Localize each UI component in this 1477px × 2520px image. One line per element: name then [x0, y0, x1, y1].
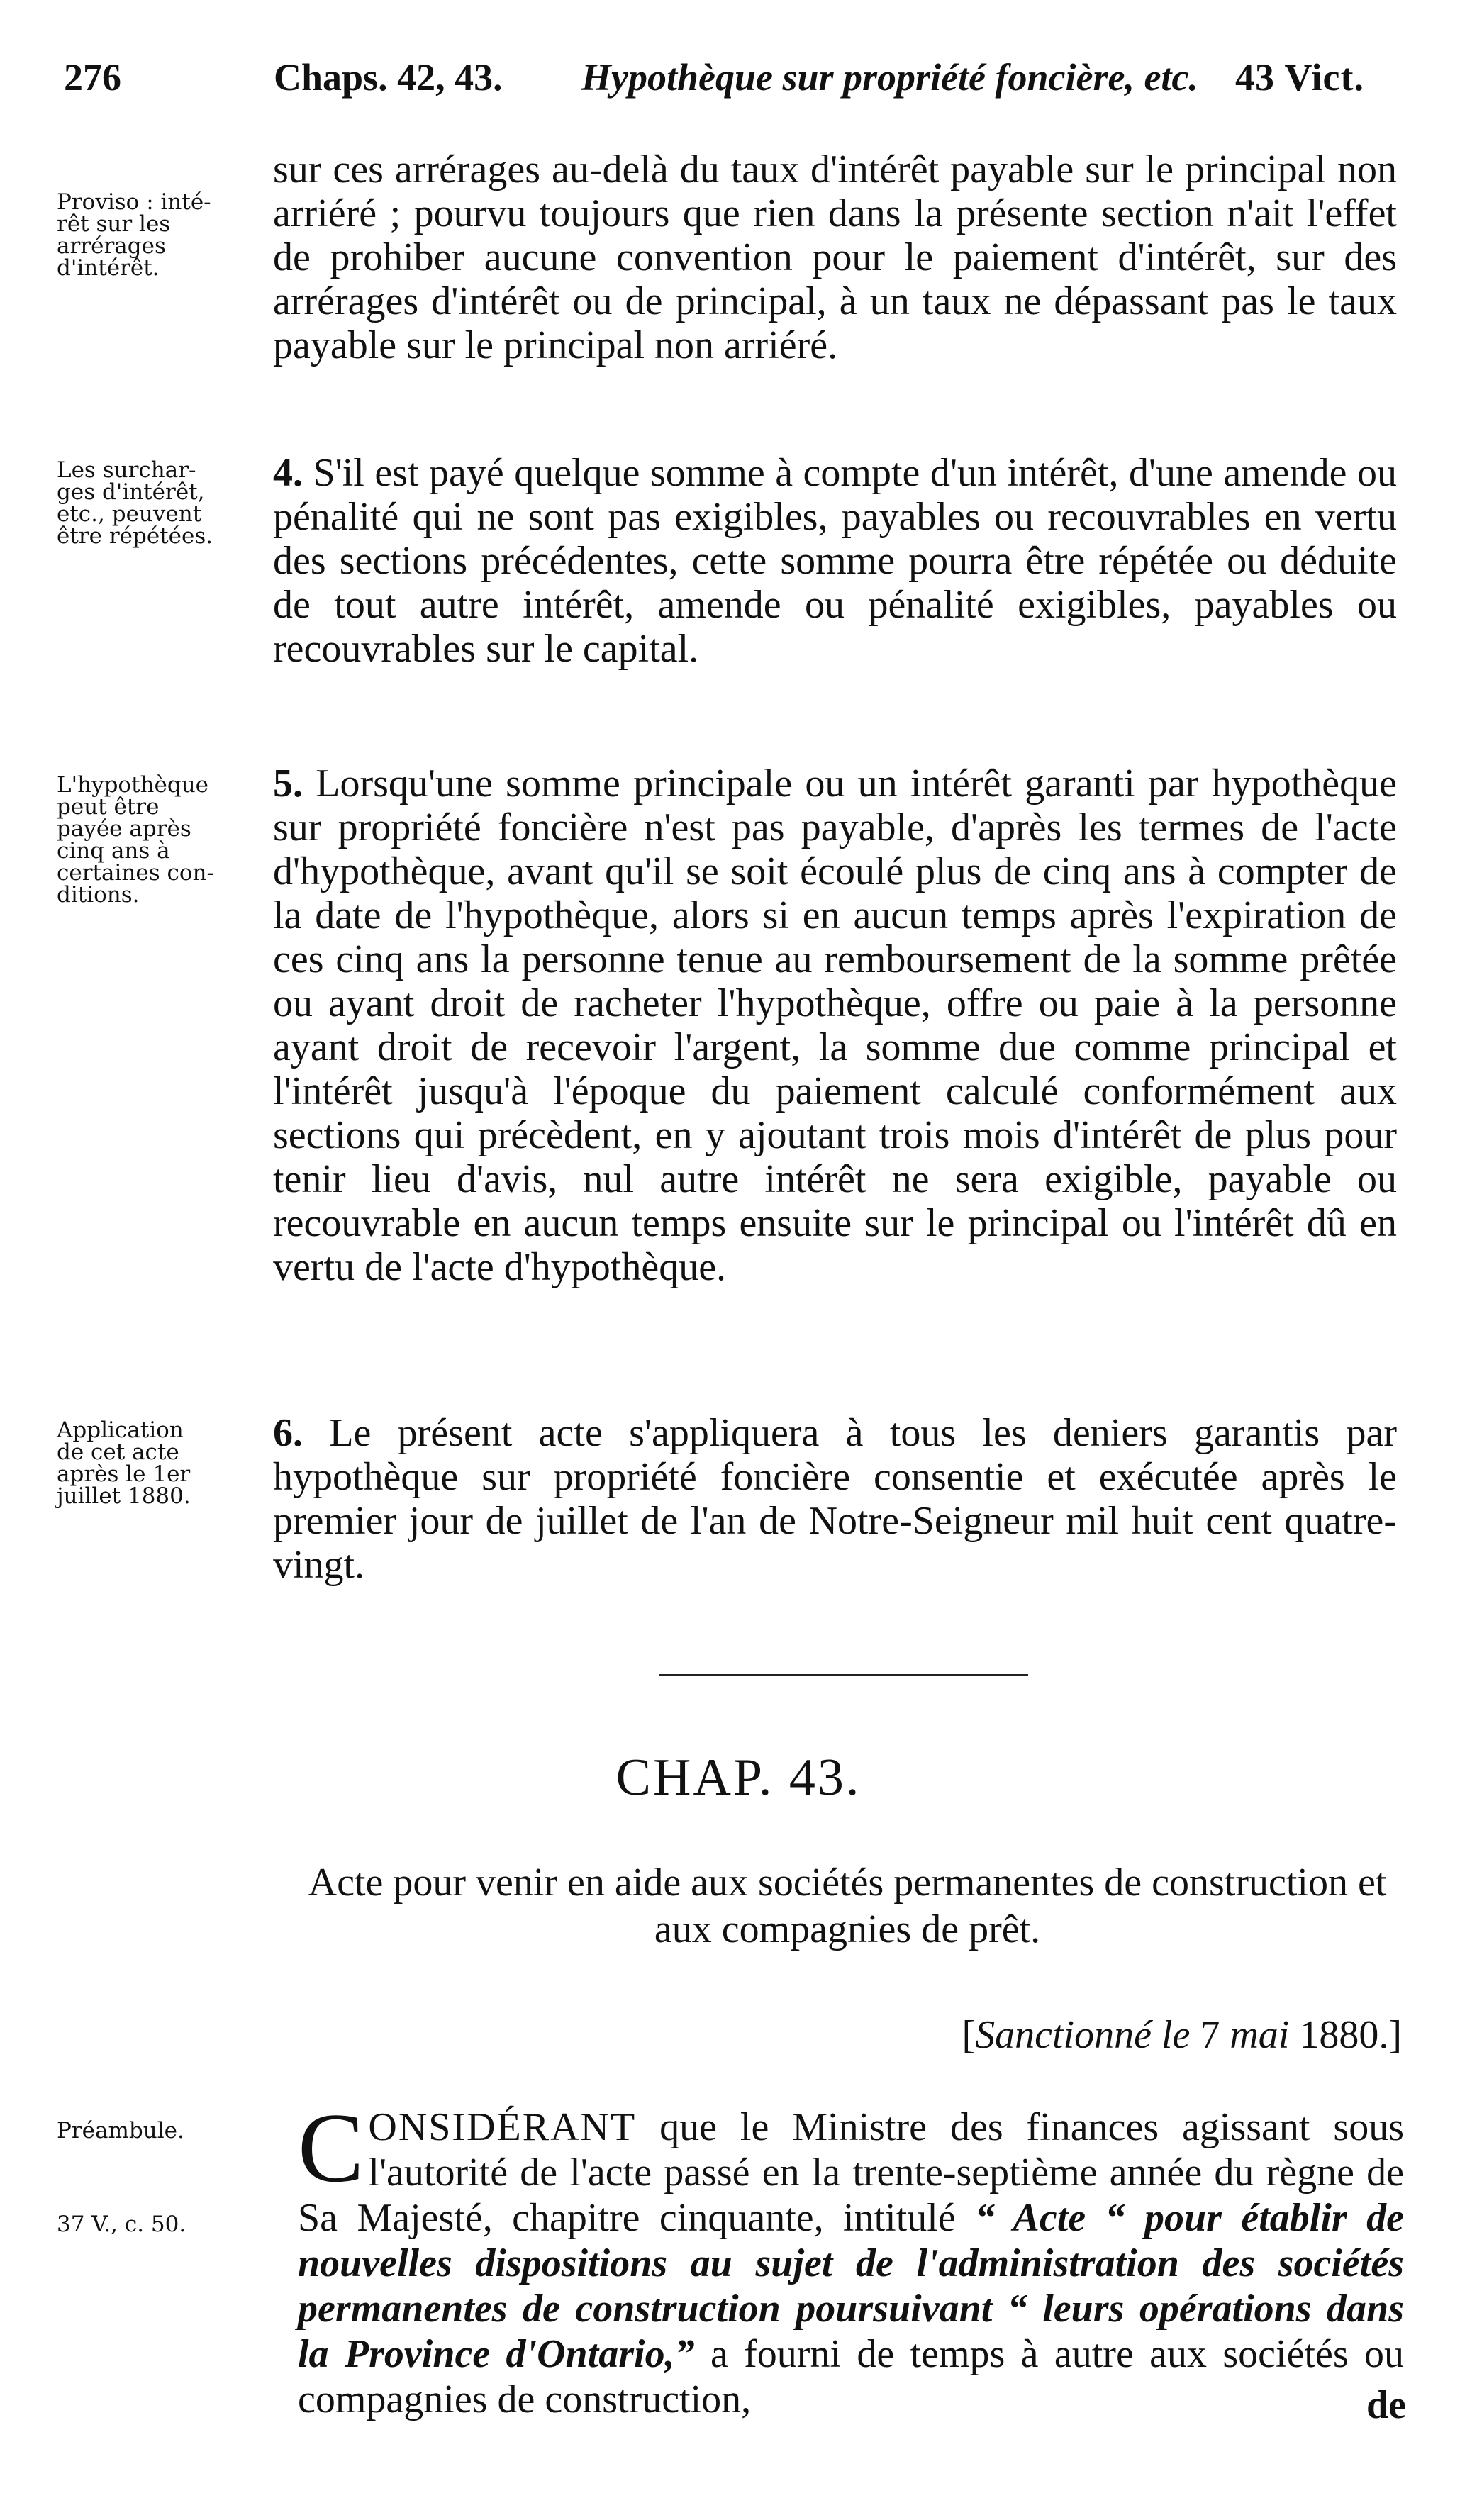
margin-note-proviso	[57, 191, 269, 279]
page-number: 276	[64, 56, 121, 99]
margin-note-preamble	[57, 2120, 269, 2142]
margin-note-line: Préambule.	[57, 2118, 184, 2143]
margin-note-line: peut être	[57, 794, 160, 820]
section-text: sur ces arrérages au-delà du taux d'intérêt payable sur le principal non arriéré ; pourvu toujours que rien dans la présente section n'ait l'effet de prohiber aucune convention pour le paiement d'intérêt, sur des arrérages d'intérêt ou de principal, à un taux ne dépassant pas le taux payable sur le principal non arriéré.	[273, 147, 1397, 367]
margin-note-line: juillet 1880.	[57, 1483, 191, 1509]
section-text: S'il est payé quelque somme à compte d'un intérêt, d'une amende ou pénalité qui ne sont pas exigibles, payables ou recouvrables en vertu des sections précédentes, cette somme pourra être répétée ou déduite de tout autre intérêt, amende ou pénalité exigibles, payables ou recouvrables sur le capital.	[273, 451, 1397, 671]
running-head	[64, 55, 1397, 119]
preamble	[298, 2093, 1404, 2422]
margin-note-line: 37 V., c. 50.	[57, 2212, 186, 2237]
section-text: Lorsqu'une somme principale ou un intérêt garanti par hypothèque sur propriété foncière n'est pas payable, d'après les termes de l'acte d'hypothèque, avant qu'il se soit écoulé plus de cinq ans à compter de la date de l'hypothèque, alors si en aucun temps après l'expiration de ces cinq ans la personne tenue au remboursement de la somme prêtée ou ayant droit de racheter l'hypothèque, offre ou paie à la personne ayant droit de recevoir l'argent, la somme due comme principal et l'intérêt jusqu'à l'époque du paiement calculé conformément aux sections qui précèdent, en y ajoutant trois mois d'intérêt de plus pour tenir lieu d'avis, nul autre intérêt ne sera exigible, payable ou recouvrable en aucun temps ensuite sur le principal ou l'intérêt dû en vertu de l'acte d'hypothèque.	[273, 762, 1397, 1289]
section-continuation	[273, 147, 1397, 367]
sanction-date	[962, 2012, 1402, 2058]
margin-note-hypotheque	[57, 774, 269, 906]
margin-note-line: être répétées.	[57, 523, 213, 549]
regnal-year: 43 Vict.	[1235, 56, 1364, 99]
quoted-act-title: “ Acte “ pour établir de nouvelles dispositions au sujet de l'administration des sociétés permanentes de construction poursuivant “ leurs opérations dans la Province d'Ontario,”	[298, 2196, 1404, 2376]
sanction-month: mai	[1230, 2013, 1290, 2057]
section-number: 5.	[273, 762, 303, 805]
margin-note-surcharges	[57, 459, 269, 547]
margin-note-line: Les surchar-	[57, 457, 196, 483]
section-number: 4.	[273, 451, 303, 495]
margin-note-citation	[57, 2214, 269, 2236]
margin-note-line: cinq ans à	[57, 838, 170, 864]
section-6	[273, 1411, 1397, 1587]
section-number: 6.	[273, 1411, 303, 1455]
margin-note-line: arrérages	[57, 233, 166, 259]
margin-note-line: L'hypothèque	[57, 772, 209, 798]
margin-note-line: Application	[57, 1417, 184, 1443]
section-text: Le présent acte s'appliquera à tous les deniers garantis par hypothèque sur propriété foncière consentie et exécutée après le premier jour de juillet de l'an de Notre-Seigneur mil huit cent quatre-vingt.	[273, 1411, 1398, 1587]
margin-note-line: de cet acte	[57, 1439, 179, 1465]
margin-note-line: Proviso : inté-	[57, 189, 211, 215]
act-title: Acte pour venir en aide aux sociétés permanentes de construction et aux compagnies de prêt.	[308, 1861, 1387, 1951]
chapter-heading: CHAP. 43.	[615, 1749, 862, 1807]
catchword: de	[1366, 2383, 1406, 2427]
sanction-year: 1880.]	[1299, 2013, 1402, 2057]
chapter-reference: Chaps. 42, 43.	[274, 56, 503, 99]
drop-capital: C	[298, 2093, 364, 2203]
margin-note-line: ges d'intérêt,	[57, 479, 205, 505]
preamble-text: a fourni de temps à autre aux sociétés ou compagnies de construction,	[298, 2332, 1404, 2421]
sanction-bracket: [	[962, 2013, 976, 2057]
preamble-text: que le Ministre des finances agissant sous l'autorité de l'acte passé en la trente-septième année du règne de Sa Majesté, chapitre cinquante, intitulé	[298, 2105, 1404, 2240]
section-4	[273, 451, 1397, 671]
margin-note-line: rêt sur les	[57, 211, 171, 237]
margin-note-application	[57, 1417, 269, 1509]
margin-note-line: ditions.	[57, 882, 140, 908]
sanction-label: Sanctionné le	[975, 2013, 1191, 2057]
margin-note-line: etc., peuvent	[57, 501, 202, 527]
section-divider	[659, 1674, 1028, 1676]
margin-note-line: d'intérêt.	[57, 255, 160, 281]
margin-note-line: certaines con-	[57, 860, 214, 886]
sanction-day: 7	[1200, 2013, 1220, 2057]
margin-note-line: après le 1er	[57, 1461, 191, 1487]
margin-note-line: payée après	[57, 816, 191, 842]
section-5	[273, 762, 1397, 1289]
running-title: Hypothèque sur propriété foncière, etc.	[581, 56, 1198, 99]
preamble-lead: ONSIDÉRANT	[368, 2105, 637, 2149]
